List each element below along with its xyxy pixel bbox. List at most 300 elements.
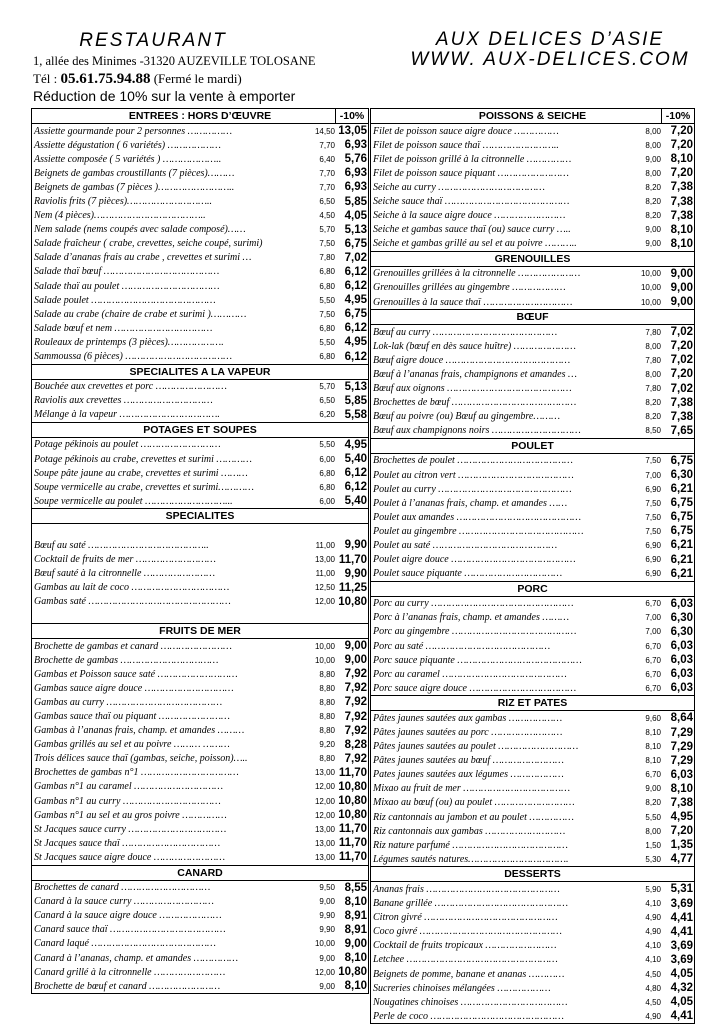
menu-section-canard (32, 865, 368, 994)
item-price: 10,00 (640, 283, 661, 293)
menu-section-grenouilles (371, 251, 694, 309)
menu-item (371, 468, 694, 482)
item-name: Mixao au fruit de mer ……………………………… (373, 783, 570, 795)
section-header (32, 866, 368, 881)
item-discount-price: 8,10 (344, 895, 367, 908)
item-name: Assiette composée ( 5 variétés ) ……………….. (34, 153, 222, 165)
item-discount-price: 7,92 (344, 752, 367, 765)
menu-section-riz-et-pates (371, 695, 694, 866)
item-price: 1,50 (645, 840, 661, 850)
item-discount-price: 9,00 (344, 640, 367, 653)
menu-item (32, 836, 368, 850)
item-name: Raviolis aux crevettes ………………………… (34, 395, 213, 407)
item-name: Bœuf aux champignons noirs ………………………… (373, 425, 581, 437)
item-discount-price: 6,12 (344, 481, 367, 494)
item-price: 5,30 (645, 854, 661, 864)
item-name: Gambas saté ………………………………………… (34, 596, 231, 608)
item-discount-price: 7,20 (670, 825, 693, 838)
item-name: St Jacques sauce aigre douce …………………… (34, 851, 226, 863)
item-discount-price: 5,13 (344, 223, 367, 236)
menu-item (371, 166, 694, 180)
item-price: 14,50 (314, 126, 335, 136)
item-price: 8,10 (645, 728, 661, 738)
item-price: 5,90 (645, 884, 661, 894)
menu-item (32, 265, 368, 279)
item-price: 12,00 (314, 597, 335, 607)
item-discount-price: 6,03 (670, 768, 693, 781)
item-price: 12,00 (314, 967, 335, 977)
menu-item (371, 396, 694, 410)
menu-item (371, 711, 694, 725)
item-name: Pâtes jaunes sautées aux gambas ……………… (373, 712, 563, 724)
menu-item (32, 780, 368, 794)
item-price: 6,70 (645, 669, 661, 679)
item-price: 12,00 (314, 810, 335, 820)
section-header (32, 423, 368, 438)
item-discount-price: 7,02 (670, 382, 693, 395)
section-header (371, 439, 694, 454)
blank-row (32, 524, 368, 538)
section-header (32, 509, 368, 524)
item-price: 12,50 (314, 583, 335, 593)
item-price: 8,80 (319, 754, 335, 764)
item-price: 7,00 (645, 613, 661, 623)
menu-item (32, 209, 368, 223)
menu-item (32, 124, 368, 138)
item-name: Bœuf aigre douce …………………………………… (373, 354, 571, 366)
menu-item (32, 681, 368, 695)
item-price: 7,80 (319, 253, 335, 263)
tel-number: 05.61.75.94.88 (60, 71, 151, 87)
menu-item (371, 611, 694, 625)
item-name: Grenouilles grillées à la citronnelle ………………… (373, 268, 581, 280)
item-name: Assiette dégustation ( 6 variétés) ……………… (34, 139, 221, 151)
item-discount-price: 3,69 (670, 953, 693, 966)
item-name: Soupe pâte jaune au crabe, crevettes et surimi ……… (34, 467, 248, 479)
menu-item (371, 194, 694, 208)
item-price: 6,70 (645, 683, 661, 693)
menu-item (32, 595, 368, 609)
item-discount-price: 7,38 (670, 195, 693, 208)
item-name: Ananas frais ……………………………………… (373, 883, 560, 895)
item-discount-price: 6,03 (670, 668, 693, 681)
item-name: St Jacques sauce thaï …………………………… (34, 837, 221, 849)
item-price: 7,80 (645, 355, 661, 365)
menu-item (32, 438, 368, 452)
item-price: 6,70 (645, 770, 661, 780)
item-price: 5,70 (319, 225, 335, 235)
item-price: 5,50 (319, 440, 335, 450)
item-discount-price: 11,70 (338, 837, 367, 850)
item-name: Cocktail de fruits tropicaux …………………… (373, 940, 557, 952)
menu-item (371, 953, 694, 967)
menu-item (32, 923, 368, 937)
item-price: 5,50 (645, 812, 661, 822)
item-name: Porc sauce aigre douce ……………………………… (373, 682, 577, 694)
menu-item (371, 824, 694, 838)
menu-item (371, 796, 694, 810)
section-title: PORC (517, 582, 548, 595)
item-name: Soupe vermicelle au poulet ………………………... (34, 495, 233, 507)
item-price: 6,90 (645, 484, 661, 494)
item-discount-price: 8,10 (670, 223, 693, 236)
section-title: FRUITS DE MER (159, 625, 241, 637)
menu-item (371, 925, 694, 939)
item-name: Canard sauce thaï ………………………………… (34, 924, 226, 936)
item-discount-price: 4,95 (670, 811, 693, 824)
item-name: Trois délices sauce thaï (gambas, seiche, poisson)….. (34, 753, 248, 765)
section-title: ENTREES : HORS D’ŒUVRE (128, 110, 272, 122)
menu-item (371, 424, 694, 438)
menu-item (32, 180, 368, 194)
item-name: Salade au crabe (chaire de crabe et surimi )………… (34, 308, 247, 320)
item-name: Perle de coco ……………………………………… (373, 1010, 564, 1022)
menu-item (371, 281, 694, 295)
item-discount-price: 7,38 (670, 796, 693, 809)
section-title: DESSERTS (504, 868, 561, 881)
item-name: Canard laqué …………………………………… (34, 938, 216, 950)
item-discount-price: 6,30 (670, 469, 693, 482)
item-name: Filet de poisson sauce thaï …………………….. (373, 139, 559, 151)
menu-item (371, 939, 694, 953)
item-discount-price: 4,41 (670, 1010, 693, 1023)
menu-item (371, 911, 694, 925)
menu-item (371, 553, 694, 567)
item-price: 8,80 (319, 712, 335, 722)
discount-column-header: -10% (335, 109, 368, 123)
item-price: 8,80 (319, 726, 335, 736)
item-discount-price: 7,38 (670, 396, 693, 409)
item-discount-price: 6,93 (344, 167, 367, 180)
item-name: Seiche sauce thaï …………………………………… (373, 196, 570, 208)
menu-item (371, 653, 694, 667)
item-price: 13,00 (314, 555, 335, 565)
item-price: 9,00 (645, 239, 661, 249)
menu-item (32, 553, 368, 567)
item-discount-price: 6,03 (670, 597, 693, 610)
item-name: Bœuf au saté ………………………………….. (34, 539, 209, 551)
item-price: 13,00 (314, 852, 335, 862)
item-price: 6,00 (319, 496, 335, 506)
menu-item (32, 752, 368, 766)
item-name: Poulet aigre douce …………………………………… (373, 554, 576, 566)
item-discount-price: 7,20 (670, 368, 693, 381)
menu-item (32, 335, 368, 349)
section-header (371, 252, 694, 267)
item-discount-price: 13,05 (338, 125, 367, 138)
item-discount-price: 7,02 (344, 251, 367, 264)
item-discount-price: 4,41 (670, 925, 693, 938)
item-price: 9,90 (319, 911, 335, 921)
menu-item (371, 882, 694, 896)
item-discount-price: 10,80 (338, 795, 367, 808)
menu-item (371, 124, 694, 138)
item-name: Poulet sauce piquante …………………………… (373, 568, 563, 580)
menu-item (371, 496, 694, 510)
menu-item (371, 639, 694, 653)
item-price: 7,70 (319, 182, 335, 192)
item-name: Porc au curry ………………………………………… (373, 598, 574, 610)
menu-item (32, 251, 368, 265)
item-discount-price: 8,10 (670, 153, 693, 166)
item-price: 9,90 (319, 925, 335, 935)
item-name: Beignets de pomme, banane et ananas ………… (373, 968, 565, 980)
item-name: Poulet à l’ananas frais, champ. et amandes …… (373, 497, 568, 509)
item-discount-price: 5,13 (344, 380, 367, 393)
item-name: Seiche au curry ……………………………… (373, 181, 545, 193)
menu-item (371, 725, 694, 739)
item-name: Pates jaunes sautées aux légumes ……………… (373, 769, 564, 781)
item-name: Coco givré ………………………………………… (373, 926, 562, 938)
menu-item (371, 852, 694, 866)
item-discount-price: 8,28 (344, 738, 367, 751)
item-price: 9,00 (319, 981, 335, 991)
menu-item (371, 681, 694, 695)
item-name: Canard à la sauce curry ……………………… (34, 896, 214, 908)
menu-section-desserts (371, 866, 694, 1023)
item-price: 8,00 (645, 126, 661, 136)
menu-item (32, 881, 368, 895)
item-discount-price: 8,10 (344, 980, 367, 993)
menu-item (32, 766, 368, 780)
menu-item (32, 850, 368, 864)
item-name: Brochette de gambas …………………………… (34, 654, 219, 666)
menu-item (371, 267, 694, 281)
item-discount-price: 8,10 (344, 952, 367, 965)
item-price: 13,00 (314, 838, 335, 848)
menu-item (371, 510, 694, 524)
item-name: Riz cantonnais au jambon et au poulet …………… (373, 811, 574, 823)
item-name: Seiche et gambas sauce thaï (ou) sauce curry ….. (373, 224, 571, 236)
item-discount-price: 6,75 (670, 511, 693, 524)
section-header (32, 109, 368, 124)
item-price: 6,80 (319, 352, 335, 362)
item-discount-price: 6,12 (344, 280, 367, 293)
item-name: Canard à l’ananas, champ. et amandes …………… (34, 952, 239, 964)
menu-item (32, 138, 368, 152)
item-discount-price: 6,03 (670, 640, 693, 653)
menu-item (371, 838, 694, 852)
item-discount-price: 8,91 (344, 923, 367, 936)
item-name: Potage pékinois au crabe, crevettes et surimi ………… (34, 453, 252, 465)
menu-item (32, 166, 368, 180)
item-discount-price: 7,20 (670, 167, 693, 180)
menu-item (371, 967, 694, 981)
item-price: 5,50 (319, 295, 335, 305)
menu-item (32, 965, 368, 979)
item-discount-price: 6,21 (670, 539, 693, 552)
item-price: 7,70 (319, 168, 335, 178)
item-name: Gambas et Poisson sauce saté ……………………… (34, 668, 238, 680)
menu-section-entrees-hors-d-uvre (32, 109, 368, 364)
item-name: St Jacques sauce curry …………………………… (34, 823, 227, 835)
item-discount-price: 7,29 (670, 726, 693, 739)
item-price: 6,50 (319, 396, 335, 406)
item-price: 10,00 (640, 269, 661, 279)
menu-item (371, 180, 694, 194)
item-price: 9,20 (319, 740, 335, 750)
menu-item (371, 754, 694, 768)
item-name: Canard à la sauce aigre douce ………………… (34, 910, 222, 922)
tel-label: Tél : (33, 71, 58, 86)
item-name: Pâtes jaunes sautées au poulet ……………………… (373, 741, 579, 753)
item-discount-price: 7,20 (670, 125, 693, 138)
item-discount-price: 4,05 (344, 209, 367, 222)
menu-section-b-uf (371, 309, 694, 438)
item-discount-price: 4,05 (670, 996, 693, 1009)
menu-item (32, 452, 368, 466)
discount-column-header: -10% (661, 109, 694, 123)
item-name: Poulet au citron vert ………………………………… (373, 469, 574, 481)
item-name: Brochettes de bœuf …………………………………… (373, 397, 577, 409)
menu-item (371, 782, 694, 796)
menu-item (32, 307, 368, 321)
item-price: 7,50 (645, 456, 661, 466)
item-name: Gambas à l’ananas frais, champ. et amandes ……… (34, 725, 245, 737)
item-name: Bouchée aux crevettes et porc …………………… (34, 381, 227, 393)
item-discount-price: 9,00 (344, 654, 367, 667)
item-price: 4,90 (645, 913, 661, 923)
item-discount-price: 4,95 (344, 294, 367, 307)
item-price: 8,00 (645, 369, 661, 379)
item-discount-price: 6,30 (670, 625, 693, 638)
item-price: 6,90 (645, 555, 661, 565)
menu-item (32, 350, 368, 364)
menu-item (32, 466, 368, 480)
item-price: 12,00 (314, 796, 335, 806)
menu-item (371, 768, 694, 782)
item-discount-price: 4,77 (670, 853, 693, 866)
section-title: CANARD (177, 866, 223, 879)
item-price: 9,00 (645, 225, 661, 235)
item-name: Grenouilles à la sauce thaï ………………………… (373, 296, 573, 308)
item-discount-price: 6,30 (670, 611, 693, 624)
item-discount-price: 3,69 (670, 939, 693, 952)
item-discount-price: 6,12 (344, 265, 367, 278)
item-price: 6,80 (319, 267, 335, 277)
item-price: 9,00 (645, 784, 661, 794)
item-name: Pâtes jaunes sautées au bœuf …………………… (373, 755, 564, 767)
item-name: Gambas n°1 au curry …………………………… (34, 795, 221, 807)
item-discount-price: 11,25 (338, 581, 367, 594)
item-discount-price: 5,85 (344, 394, 367, 407)
item-price: 5,50 (319, 337, 335, 347)
item-name: Sucreries chinoises mélangées ……………… (373, 982, 551, 994)
address: 1, allée des Minimes -31320 AUZEVILLE TOLOSANE (33, 54, 316, 68)
item-discount-price: 6,93 (344, 139, 367, 152)
section-header (32, 624, 368, 639)
item-name: Poulet aux amandes …………………………………… (373, 511, 582, 523)
item-price: 4,90 (645, 1011, 661, 1021)
section-header (371, 582, 694, 597)
item-price: 7,80 (645, 327, 661, 337)
item-name: Riz cantonnais aux gambas ……………………… (373, 825, 566, 837)
menu-item (371, 482, 694, 496)
item-price: 7,70 (319, 140, 335, 150)
item-price: 10,00 (640, 297, 661, 307)
menu-item (32, 979, 368, 993)
item-name: Seiche à la sauce aigre douce …………………… (373, 210, 566, 222)
item-discount-price: 10,80 (338, 966, 367, 979)
item-discount-price: 6,12 (344, 467, 367, 480)
item-discount-price: 7,92 (344, 724, 367, 737)
item-price: 10,00 (314, 939, 335, 949)
item-price: 4,90 (645, 927, 661, 937)
item-name: Brochettes de gambas n°1 …………………………… (34, 767, 239, 779)
item-discount-price: 6,12 (344, 322, 367, 335)
discount-note: Réduction de 10% sur la vente à emporter (33, 88, 296, 104)
item-discount-price: 5,31 (670, 883, 693, 896)
item-price: 6,80 (319, 468, 335, 478)
item-discount-price: 7,20 (670, 340, 693, 353)
item-name: Riz nature parfumé ………………………………… (373, 839, 568, 851)
item-price: 7,50 (319, 309, 335, 319)
menu-section-specialites (32, 508, 368, 623)
item-discount-price: 7,92 (344, 668, 367, 681)
item-name: Porc à l’ananas frais, champ. et amandes ……… (373, 612, 570, 624)
item-price: 9,00 (319, 953, 335, 963)
item-name: Brochettes de canard ………………………… (34, 882, 211, 894)
menu-item (371, 667, 694, 681)
item-discount-price: 6,75 (344, 308, 367, 321)
item-name: Salade thaï bœuf ………………………………… (34, 266, 220, 278)
menu-item (32, 822, 368, 836)
item-discount-price: 7,29 (670, 740, 693, 753)
item-price: 4,10 (645, 899, 661, 909)
item-discount-price: 4,32 (670, 982, 693, 995)
item-discount-price: 10,80 (338, 780, 367, 793)
menu-item (32, 951, 368, 965)
item-discount-price: 4,05 (670, 968, 693, 981)
item-discount-price: 6,75 (670, 525, 693, 538)
section-header (371, 867, 694, 882)
item-name: Salade poulet …………………………………… (34, 294, 216, 306)
item-price: 9,50 (319, 883, 335, 893)
item-name: Assiette gourmande pour 2 personnes …………… (34, 125, 233, 137)
item-discount-price: 7,65 (670, 424, 693, 437)
item-price: 7,00 (645, 627, 661, 637)
item-discount-price: 8,91 (344, 909, 367, 922)
section-header (371, 696, 694, 711)
item-price: 6,80 (319, 323, 335, 333)
item-price: 6,80 (319, 281, 335, 291)
item-name: Salade d’ananas frais au crabe , crevettes et surimi … (34, 252, 252, 264)
item-name: Brochettes de poulet ………………………………… (373, 455, 573, 467)
item-name: Banane grillée ……………………………………… (373, 898, 569, 910)
item-name: Potage pékinois au poulet ……………………… (34, 439, 221, 451)
menu-item (32, 293, 368, 307)
section-title: GRENOUILLES (494, 252, 571, 265)
menu-item (32, 937, 368, 951)
item-price: 4,80 (645, 983, 661, 993)
item-discount-price: 9,00 (670, 267, 693, 280)
item-price: 6,00 (319, 454, 335, 464)
restaurant-title: RESTAURANT (79, 30, 227, 51)
menu-section-poulet (371, 438, 694, 581)
item-discount-price: 9,00 (670, 296, 693, 309)
item-name: Porc sauce piquante …………………………………… (373, 654, 582, 666)
brand-header (405, 30, 695, 70)
item-name: Bœuf au curry …………………………………… (373, 326, 558, 338)
item-name: Canard grillé à la citronnelle …………………… (34, 966, 226, 978)
item-price: 7,50 (645, 512, 661, 522)
section-header (371, 109, 694, 124)
menu-item (371, 538, 694, 552)
item-name: Salade fraîcheur ( crabe, crevettes, seiche coupé, surimi) (34, 238, 263, 250)
menu-item (371, 237, 694, 251)
item-name: Gambas sauce thaï ou piquant …………………… (34, 711, 230, 723)
item-name: Gambas sauce aigre douce ………………………… (34, 682, 234, 694)
